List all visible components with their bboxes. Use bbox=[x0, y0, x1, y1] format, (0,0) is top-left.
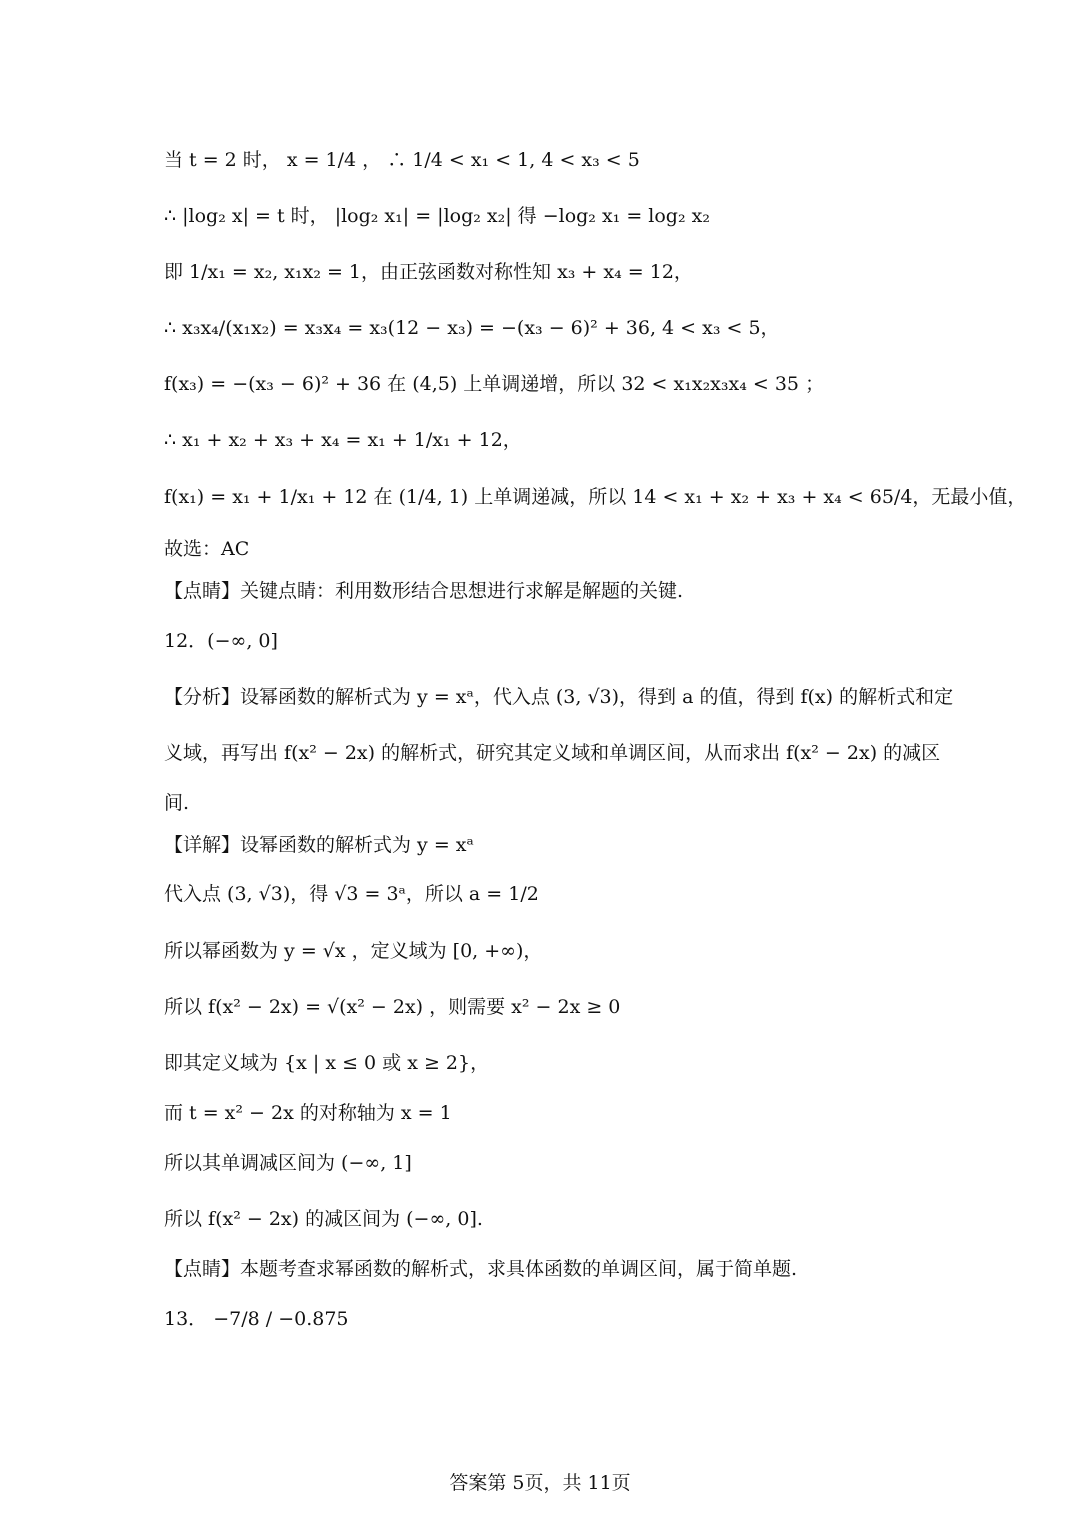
analysis-paragraph: 间. bbox=[164, 792, 190, 814]
detail-paragraph: 所以 f(x² − 2x) 的减区间为 (−∞, 0]. bbox=[164, 1208, 483, 1230]
detail-paragraph: 所以其单调减区间为 (−∞, 1] bbox=[164, 1152, 412, 1174]
detail-paragraph: 所以幂函数为 y = √x ，定义域为 [0, +∞)， bbox=[164, 940, 543, 962]
analysis-paragraph: 义域，再写出 f(x² − 2x) 的解析式，研究其定义域和单调区间，从而求出 f(x² − 2x) 的减区 bbox=[164, 742, 941, 764]
answer-choice: 故选：AC bbox=[164, 538, 250, 560]
detail-paragraph: 【详解】设幂函数的解析式为 y = xᵃ bbox=[164, 834, 474, 856]
remark-paragraph: 【点睛】本题考查求幂函数的解析式，求具体函数的单调区间，属于简单题. bbox=[164, 1258, 798, 1280]
solution-line: f(x₃) = −(x₃ − 6)² + 36 在 (4,5) 上单调递增，所以 32 < x₁x₂x₃x₄ < 35 ； bbox=[164, 373, 825, 395]
remark-paragraph: 【点睛】关键点睛：利用数形结合思想进行求解是解题的关键. bbox=[164, 580, 684, 602]
detail-paragraph: 即其定义域为 {x | x ≤ 0 或 x ≥ 2}， bbox=[164, 1052, 490, 1074]
solution-line: ∴ x₁ + x₂ + x₃ + x₄ = x₁ + 1/x₁ + 12， bbox=[164, 429, 522, 451]
solution-line: f(x₁) = x₁ + 1/x₁ + 12 在 (1/4, 1) 上单调递减，所以 14 < x₁ + x₂ + x₃ + x₄ < 65/4，无最小值， bbox=[164, 486, 1027, 508]
solution-line: ∴ |log₂ x| = t 时， |log₂ x₁| = |log₂ x₂| 得 −log₂ x₁ = log₂ x₂ bbox=[164, 205, 710, 227]
solution-line: ∴ x₃x₄/(x₁x₂) = x₃x₄ = x₃(12 − x₃) = −(x₃ − 6)² + 36, 4 < x₃ < 5， bbox=[164, 317, 780, 339]
detail-paragraph: 而 t = x² − 2x 的对称轴为 x = 1 bbox=[164, 1102, 452, 1124]
question-number-13: 13． −7/8 / −0.875 bbox=[164, 1308, 349, 1330]
question-number-12: 12．(−∞, 0] bbox=[164, 630, 278, 652]
solution-line: 当 t = 2 时， x = 1/4 ， ∴ 1/4 < x₁ < 1, 4 < x₃ < 5 bbox=[164, 149, 640, 171]
detail-paragraph: 代入点 (3, √3)，得 √3 = 3ᵃ，所以 a = 1/2 bbox=[164, 883, 539, 905]
analysis-paragraph: 【分析】设幂函数的解析式为 y = xᵃ，代入点 (3, √3)，得到 a 的值，得到 f(x) 的解析式和定 bbox=[164, 686, 954, 708]
solution-line: 即 1/x₁ = x₂, x₁x₂ = 1，由正弦函数对称性知 x₃ + x₄ = 12， bbox=[164, 261, 693, 283]
page-footer: 答案第 5页，共 11页 bbox=[449, 1472, 631, 1494]
detail-paragraph: 所以 f(x² − 2x) = √(x² − 2x) ，则需要 x² − 2x ≥ 0 bbox=[164, 996, 621, 1018]
